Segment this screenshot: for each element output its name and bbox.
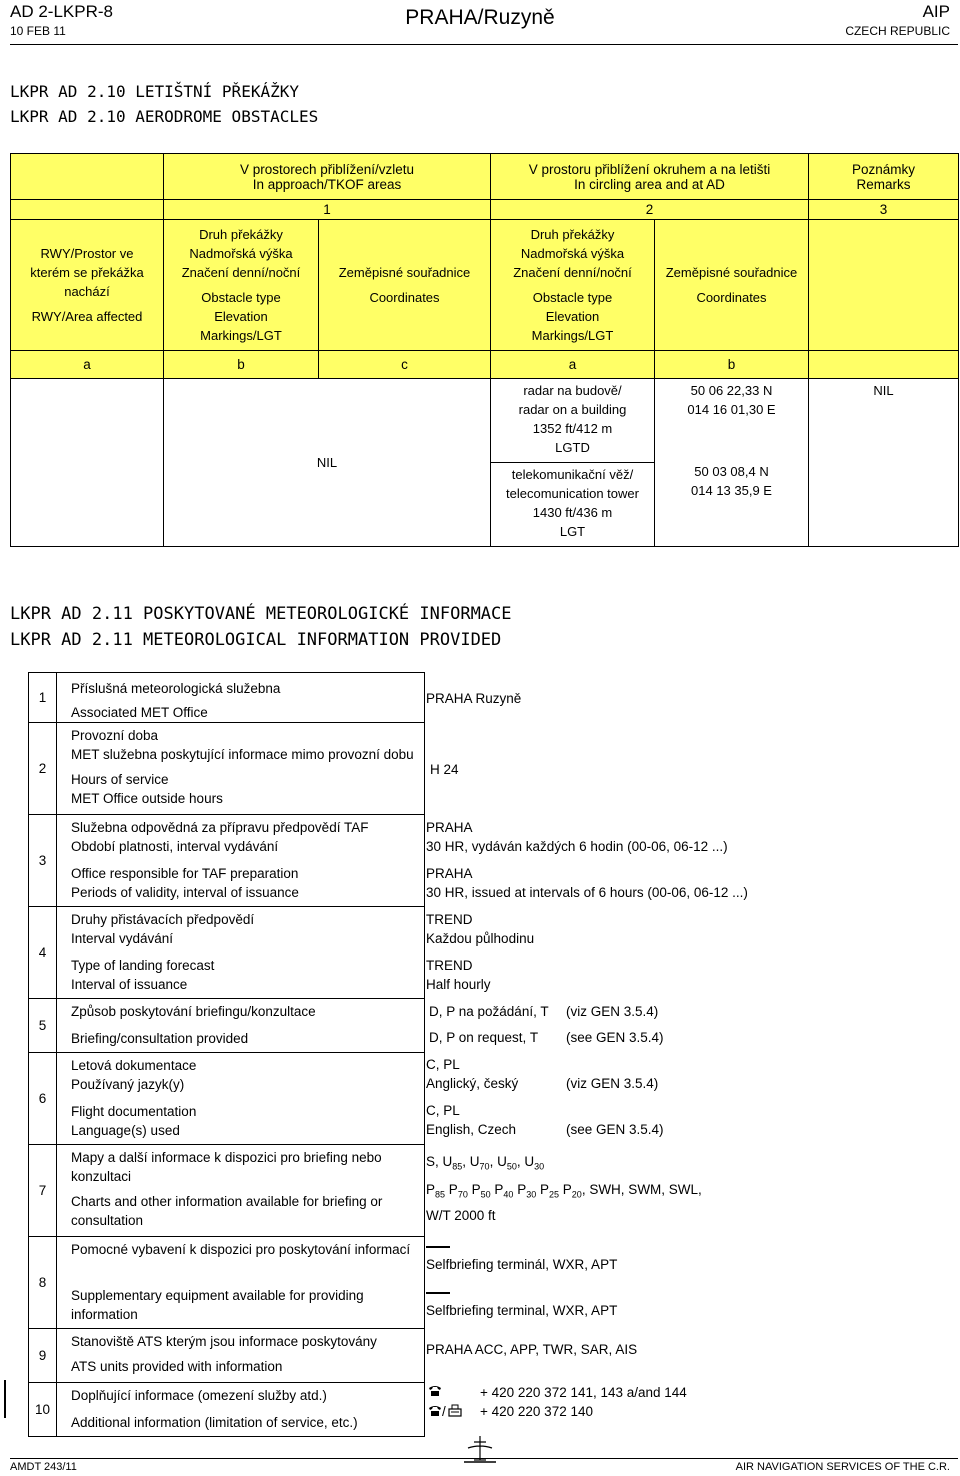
remarks-nil: NIL [809, 379, 959, 547]
row-number: 10 [29, 1383, 57, 1437]
value-briefing-ref: (viz GEN 3.5.4) [566, 1004, 659, 1019]
obstacle-type-header: Druh překážky Nadmořská výška Značení denní/noční Obstacle type Elevation Markings/LGT [164, 220, 319, 351]
dash-mark [426, 1246, 450, 1248]
row-number: 6 [29, 1053, 57, 1145]
value-language: Anglický, český [426, 1076, 519, 1091]
rwy-cell [11, 379, 164, 547]
coordinates-header: Zeměpisné souřadnice Coordinates [319, 220, 491, 351]
row-label: Stanoviště ATS kterým jsou informace poskytovány ATS units provided with information [57, 1329, 425, 1383]
row-number: 2 [29, 723, 57, 815]
col-letter: a [11, 351, 164, 379]
approach-header: V prostorech přiblížení/vzletu In approach/TKOF areas [164, 154, 491, 200]
met-info-table [28, 672, 425, 1437]
phone-icon [428, 1385, 442, 1397]
change-bar [4, 1380, 6, 1418]
value-briefing: D, P na požádání, T [429, 1004, 549, 1019]
value-briefing-ref-en: (see GEN 3.5.4) [566, 1030, 664, 1045]
value-taf-period: 30 HR, vydáván každých 6 hodin (00-06, 06-12 ...) [426, 839, 728, 854]
row-number: 4 [29, 907, 57, 999]
obstacle-radar: radar na budově/ radar on a building 1352 ft/412 m LGTD [491, 379, 655, 463]
value-phone: + 420 220 372 141, 143 a/and 144 [480, 1385, 687, 1400]
row-number: 7 [29, 1145, 57, 1237]
remarks-header: Poznámky Remarks [809, 154, 959, 200]
section-title-en: LKPR AD 2.11 METEOROLOGICAL INFORMATION PROVIDED [10, 630, 502, 650]
row-label: Způsob poskytování briefingu/konzultace Briefing/consultation provided [57, 999, 425, 1053]
doc-id: AD 2-LKPR-8 [10, 2, 113, 21]
col-letter: b [164, 351, 319, 379]
coordinates-header: Zeměpisné souřadnice Coordinates [655, 220, 809, 351]
section-title-en: LKPR AD 2.10 AERODROME OBSTACLES [10, 107, 319, 126]
approach-nil: NIL [164, 379, 491, 547]
row-label: Druhy přistávacích předpovědí Interval vydávání Type of landing forecast Interval of issuance [57, 907, 425, 999]
amendment-number: AMDT 243/11 [10, 1461, 77, 1473]
col-number-2: 2 [491, 200, 809, 220]
value-equipment: Selfbriefing terminál, WXR, APT [426, 1257, 618, 1272]
value-trend-en: TREND [426, 958, 473, 973]
value-language-ref-en: (see GEN 3.5.4) [566, 1122, 664, 1137]
value-flight-doc: C, PL [426, 1057, 460, 1072]
row-label: Pomocné vybavení k dispozici pro poskytování informací Supplementary equipment available for providing information [57, 1237, 425, 1329]
row-label: Provozní doba MET služebna poskytující informace mimo provozní dobu Hours of service MET Office outside hours [57, 723, 425, 815]
obstacle-coordinates: 50 06 22,33 N 014 16 01,30 E 50 03 08,4 N 014 13 35,9 E [655, 379, 809, 547]
col-letter: b [655, 351, 809, 379]
col-letter: a [491, 351, 655, 379]
value-fax: + 420 220 372 140 [480, 1404, 593, 1419]
phone-icon [428, 1405, 442, 1417]
row-number: 8 [29, 1237, 57, 1329]
header-rule [10, 44, 958, 45]
aip-label: AIP [922, 2, 950, 21]
value-trend: TREND [426, 912, 473, 927]
row-number: 3 [29, 815, 57, 907]
value-language-en: English, Czech [426, 1122, 517, 1137]
phone-fax-separator: / [442, 1404, 446, 1419]
row-label: Doplňující informace (omezení služby atd.) Additional information (limitation of service, etc.) [57, 1383, 425, 1437]
value-ats-units: PRAHA ACC, APP, TWR, SAR, AIS [426, 1342, 638, 1357]
value-charts-line1: S, $U_{85}$, $U_{70}$, $U_{50}$, $U_{30}$ [426, 1154, 545, 1172]
obstacle-tower: telekomunikační věž/ telecomunication tower 1430 ft/436 m LGT [491, 463, 655, 547]
fax-icon [448, 1404, 462, 1417]
blank-cell [809, 351, 959, 379]
blank-cell [11, 154, 164, 200]
col-number-3: 3 [809, 200, 959, 220]
anscr-logo-icon [460, 1434, 500, 1464]
value-taf-office: PRAHA [426, 820, 473, 835]
row-number: 5 [29, 999, 57, 1053]
page-title: PRAHA/Ruzyně [405, 6, 555, 29]
value-language-ref: (viz GEN 3.5.4) [566, 1076, 659, 1091]
publisher: AIR NAVIGATION SERVICES OF THE C.R. [735, 1461, 950, 1473]
value-hours: H 24 [430, 762, 459, 777]
value-taf-office-en: PRAHA [426, 866, 473, 881]
dash-mark [426, 1292, 450, 1294]
value-charts-line2: $P_{85}$ $P_{70}$ $P_{50}$ $P_{40}$ $P_{30}$ $P_{25}$ $P_{20}$, SWH, SWM, SWL, [426, 1182, 702, 1200]
section-title-cz: LKPR AD 2.10 LETIŠTNÍ PŘEKÁŽKY [10, 82, 299, 101]
row-label: Příslušná meteorologická služebna Associated MET Office [57, 673, 425, 723]
value-flight-doc-en: C, PL [426, 1103, 460, 1118]
circling-header: V prostoru přiblížení okruhem a na letišti In circling area and at AD [491, 154, 809, 200]
footer-rule [10, 1458, 958, 1459]
value-trend-interval-en: Half hourly [426, 977, 491, 992]
rwy-header: RWY/Prostor ve kterém se překážka nachází RWY/Area affected [11, 220, 164, 351]
section-title-cz: LKPR AD 2.11 POSKYTOVANÉ METEOROLOGICKÉ INFORMACE [10, 604, 512, 624]
row-label: Letová dokumentace Používaný jazyk(y) Flight documentation Language(s) used [57, 1053, 425, 1145]
country-label: CZECH REPUBLIC [845, 24, 950, 38]
value-equipment-en: Selfbriefing terminal, WXR, APT [426, 1303, 618, 1318]
obstacles-table [10, 153, 959, 547]
doc-date: 10 FEB 11 [10, 24, 66, 38]
row-label: Mapy a další informace k dispozici pro briefing nebo konzultaci Charts and other information available for briefing or consultation [57, 1145, 425, 1237]
col-letter: c [319, 351, 491, 379]
obstacle-type-header: Druh překážky Nadmořská výška Značení denní/noční Obstacle type Elevation Markings/LGT [491, 220, 655, 351]
col-number-1: 1 [164, 200, 491, 220]
value-met-office: PRAHA Ruzyně [426, 691, 522, 706]
value-taf-period-en: 30 HR, issued at intervals of 6 hours (00-06, 06-12 ...) [426, 885, 748, 900]
blank-cell [809, 220, 959, 351]
value-trend-interval: Každou půlhodinu [426, 931, 535, 946]
row-label: Služebna odpovědná za přípravu předpovědí TAF Období platnosti, interval vydávání Office responsible for TAF preparation Periods of validity, interval of issuance [57, 815, 425, 907]
value-briefing-en: D, P on request, T [429, 1030, 539, 1045]
row-number: 9 [29, 1329, 57, 1383]
row-number: 1 [29, 673, 57, 723]
blank-cell [11, 200, 164, 220]
value-charts-line3: W/T 2000 ft [426, 1208, 496, 1223]
